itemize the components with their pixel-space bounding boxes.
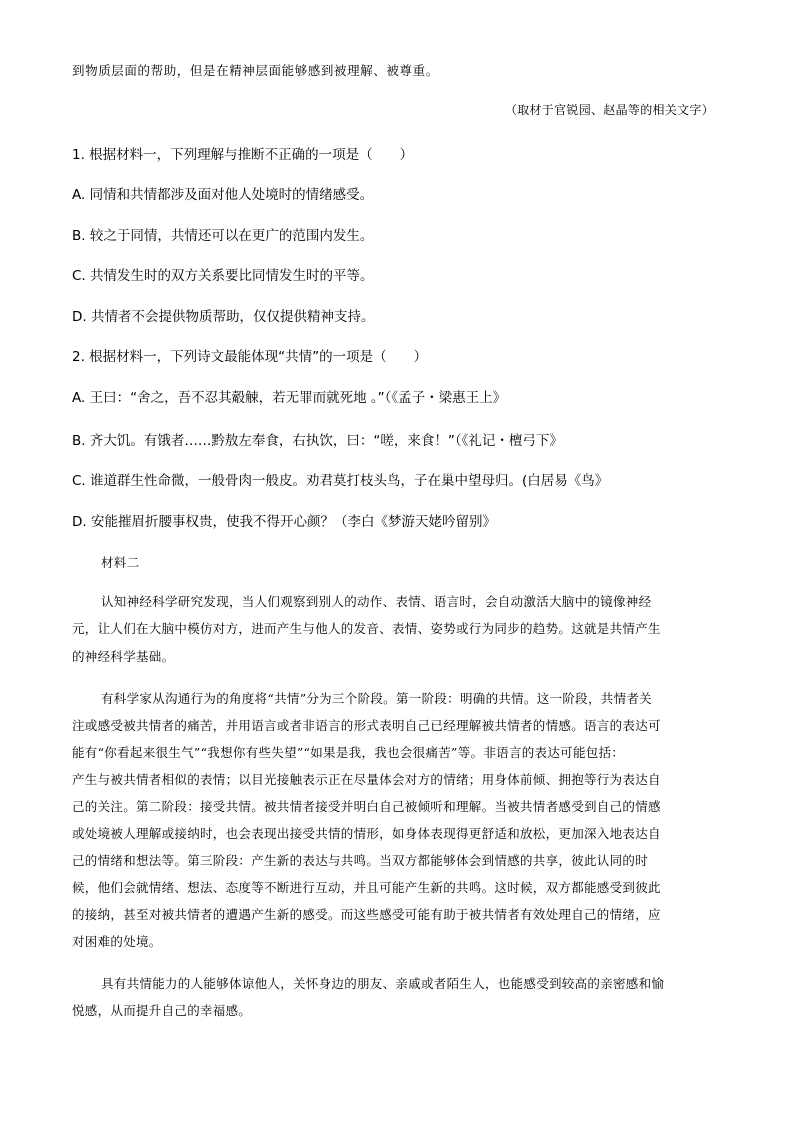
paragraph-line: 的接纳，甚至对被共情者的遭遇产生新的感受。而这些感受可能有助于被共情者有效处理自己的情绪，应	[72, 907, 661, 922]
question-1-option-c: C. 共情发生时的双方关系要比同情发生时的平等。	[72, 268, 374, 284]
paragraph-line: 有科学家从沟通行为的角度将“共情”分为三个阶段。第一阶段：明确的共情。这一阶段，共情者关	[101, 691, 652, 706]
paragraph-line: 认知神经科学研究发现，当人们观察到别人的动作、表情、语言时，会自动激活大脑中的镜像神经	[101, 594, 652, 609]
question-2-option-a: A. 王曰：“舍之，吾不忍其觳觫，若无罪而就死地 。”（《孟子・梁惠王上》	[72, 390, 507, 406]
paragraph-line: 己的关注。第二阶段：接受共情。被共情者接受并明白自己被倾听和理解。当被共情者感受到自己的情感	[72, 799, 661, 814]
question-1-option-d: D. 共情者不会提供物质帮助，仅仅提供精神支持。	[72, 309, 375, 325]
question-1-option-a: A. 同情和共情都涉及面对他人处境时的情绪感受。	[72, 187, 374, 203]
question-2-stem: 2. 根据材料一，下列诗文最能体现“共情”的一项是（ ）	[72, 349, 428, 365]
paragraph-line: 注或感受被共情者的痛苦，并用语言或者非语言的形式表明自己已经理解被共情者的情感。语言的表达可	[72, 718, 661, 733]
paragraph-line: 对困难的处境。	[72, 934, 162, 949]
source-citation: （取材于官锐园、赵晶等的相关文字）	[504, 103, 714, 117]
question-2-option-d: D. 安能摧眉折腰事权贵，使我不得开心颜？（李白《梦游天姥吟留别》	[72, 514, 496, 530]
continuation-text: 到物质层面的帮助，但是在精神层面能够感到被理解、被尊重。	[72, 63, 439, 78]
paragraph-line: 产生与被共情者相似的表情；以目光接触表示正在尽量体会对方的情绪；用身体前倾、拥抱等行为表达自	[72, 772, 661, 787]
material2-heading: 材料二	[101, 555, 140, 570]
question-2-option-c: C. 谁道群生性命微，一般骨肉一般皮。劝君莫打枝头鸟，子在巢中望母归。(白居易《鸟》	[72, 473, 609, 489]
question-2-option-b: B. 齐大饥。有饿者……黔敖左奉食，右执饮，曰：“嗟，来食！”（《礼记・檀弓下》	[72, 433, 563, 449]
paragraph-line: 悦感，从而提升自己的幸福感。	[72, 1003, 252, 1018]
paragraph-line: 或处境被人理解或接纳时，也会表现出接受共情的情形，如身体表现得更舒适和放松，更加深入地表达自	[72, 826, 661, 841]
paragraph-line: 元，让人们在大脑中模仿对方，进而产生与他人的发音、表情、姿势或行为同步的趋势。这就是共情产生	[72, 621, 661, 636]
paragraph-line: 己的情绪和想法等。第三阶段：产生新的表达与共鸣。当双方都能够体会到情感的共享，彼此认同的时	[72, 853, 649, 868]
paragraph-line: 能有“你看起来很生气”“我想你有些失望”“如果是我，我也会很痛苦”等。非语言的表达可能包括：	[72, 745, 625, 760]
paragraph-line: 具有共情能力的人能够体谅他人，关怀身边的朋友、亲戚或者陌生人，也能感受到较高的亲密感和愉	[101, 976, 665, 991]
question-1-stem: 1. 根据材料一，下列理解与推断不正确的一项是（ ）	[72, 147, 414, 163]
paragraph-line: 的神经科学基础。	[72, 649, 175, 664]
question-1-option-b: B. 较之于同情，共情还可以在更广的范围内发生。	[72, 228, 374, 244]
paragraph-line: 候，他们会就情绪、想法、态度等不断进行互动，并且可能产生新的共鸣。这时候，双方都能感受到彼此	[72, 880, 661, 895]
